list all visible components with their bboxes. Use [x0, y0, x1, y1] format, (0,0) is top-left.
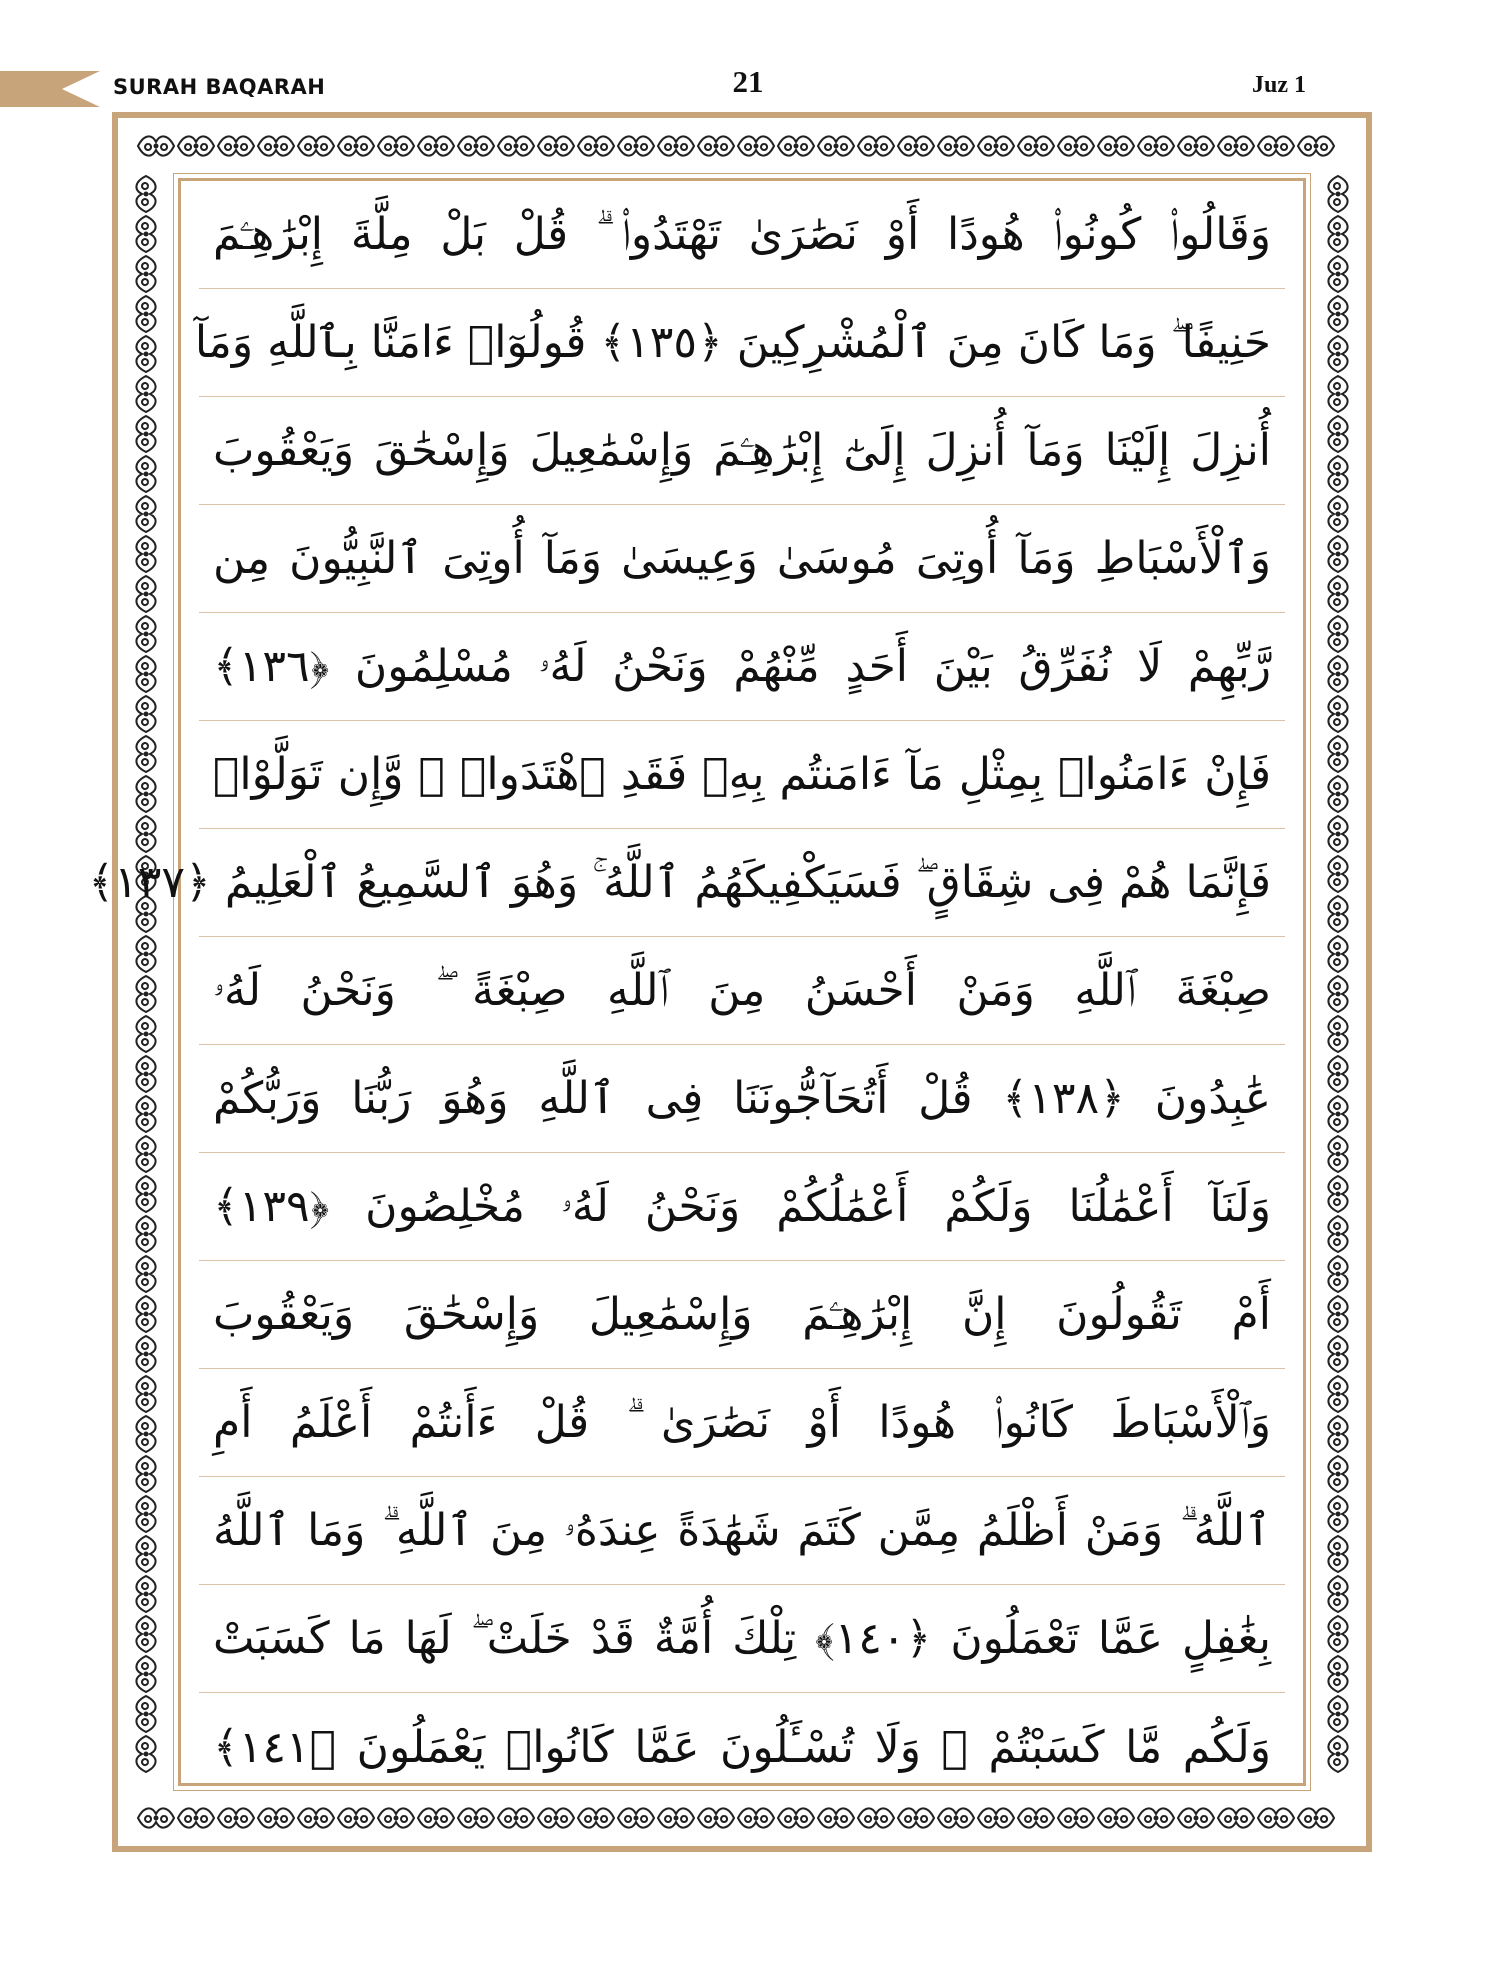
floral-border-ornament [1298, 1808, 1334, 1827]
floral-border-ornament [136, 1496, 155, 1532]
floral-border-ornament [1328, 416, 1347, 452]
floral-border-ornament [136, 1376, 155, 1412]
floral-border-ornament [1328, 1656, 1347, 1692]
floral-border-ornament [1328, 336, 1347, 372]
floral-border-ornament [1328, 936, 1347, 972]
floral-border-ornament [1328, 456, 1347, 492]
floral-border-ornament [898, 136, 934, 155]
floral-border-ornament [1328, 1376, 1347, 1412]
text-line [199, 1477, 1285, 1585]
floral-border-ornament [136, 1696, 155, 1732]
line-text: عَٰبِدُونَ ﴿١٣٨﴾ قُلْ أَتُحَآجُّونَنَا فِى ٱللَّهِ وَهُوَ رَبُّنَا وَرَبُّكُمْ [213, 1073, 1271, 1124]
floral-border-ornament [136, 1096, 155, 1132]
floral-border-ornament [136, 1336, 155, 1372]
floral-border-ornament [1328, 1496, 1347, 1532]
text-line [199, 1045, 1285, 1153]
floral-border-ornament [1328, 1456, 1347, 1492]
floral-border-ornament [1328, 1616, 1347, 1652]
floral-border-ornament [1328, 1096, 1347, 1132]
floral-border-ornament [1138, 136, 1174, 155]
floral-border-ornament [1328, 1176, 1347, 1212]
floral-border-ornament [218, 1808, 254, 1827]
floral-border-ornament [1058, 1808, 1094, 1827]
floral-border-ornament [1218, 1808, 1254, 1827]
floral-border-ornament [136, 1176, 155, 1212]
line-text: ٱللَّهُ ۗ وَمَنْ أَظْلَمُ مِمَّن كَتَمَ شَهَٰدَةً عِندَهُۥ مِنَ ٱللَّهِ ۗ وَمَا ٱللَّهُ [213, 1505, 1271, 1556]
text-frame [88, 178, 1306, 1786]
floral-border-ornament [1298, 136, 1334, 155]
floral-border-ornament [338, 1808, 374, 1827]
floral-border-ornament [136, 696, 155, 732]
juz-label: Juz 1 [1252, 72, 1306, 98]
floral-border-ornament [1178, 136, 1214, 155]
floral-border-ornament [458, 1808, 494, 1827]
line-text: صِبْغَةَ ٱللَّهِ وَمَنْ أَحْسَنُ مِنَ ٱللَّهِ صِبْغَةً ۖ وَنَحْنُ لَهُۥ [213, 965, 1271, 1016]
floral-border-ornament [778, 1808, 814, 1827]
floral-border-ornament [378, 136, 414, 155]
line-text: وَٱلْأَسْبَاطِ وَمَآ أُوتِىَ مُوسَىٰ وَعِيسَىٰ وَمَآ أُوتِىَ ٱلنَّبِيُّونَ مِن [213, 533, 1271, 584]
floral-border-ornament [698, 1808, 734, 1827]
floral-border-ornament [136, 1736, 155, 1772]
text-line [199, 721, 1285, 829]
floral-border-ornament [938, 136, 974, 155]
floral-border-ornament [818, 1808, 854, 1827]
floral-border-ornament [136, 496, 155, 532]
floral-border-ornament [136, 1216, 155, 1252]
floral-border-ornament [1018, 1808, 1054, 1827]
floral-border-ornament [1328, 1336, 1347, 1372]
floral-border-ornament [136, 816, 155, 852]
surah-name: SURAH BAQARAH [113, 75, 326, 99]
text-line [199, 1261, 1285, 1369]
floral-border-ornament [418, 1808, 454, 1827]
floral-border-ornament [658, 136, 694, 155]
floral-border-ornament [178, 136, 214, 155]
floral-border-ornament [136, 1456, 155, 1492]
floral-border-ornament [498, 1808, 534, 1827]
floral-border-ornament [218, 136, 254, 155]
page-frame [88, 112, 1372, 1852]
floral-border-ornament [538, 136, 574, 155]
floral-border-ornament [136, 616, 155, 652]
line-text: وَلَكُم مَّا كَسَبْتُمْ ۖ وَلَا تُسْـَٔلُونَ عَمَّا كَانُوا۟ يَعْمَلُونَ ﴿١٤١﴾ [213, 1721, 1271, 1773]
text-line [199, 1585, 1285, 1693]
floral-border-ornament [418, 136, 454, 155]
floral-border-ornament [578, 1808, 614, 1827]
line-text: رَّبِّهِمْ لَا نُفَرِّقُ بَيْنَ أَحَدٍ مِّنْهُمْ وَنَحْنُ لَهُۥ مُسْلِمُونَ ﴿١٣٦﴾ [213, 641, 1271, 692]
floral-border-ornament [1258, 136, 1294, 155]
floral-border-ornament [1328, 696, 1347, 732]
line-text: أَمْ تَقُولُونَ إِنَّ إِبْرَٰهِـۧمَ وَإِسْمَٰعِيلَ وَإِسْحَٰقَ وَيَعْقُوبَ [213, 1289, 1271, 1340]
floral-border-ornament [1328, 1256, 1347, 1292]
floral-border-ornament [738, 136, 774, 155]
text-lines [88, 181, 1285, 1801]
text-line [199, 937, 1285, 1045]
floral-border-ornament [778, 136, 814, 155]
floral-border-ornament [1328, 376, 1347, 412]
line-text: فَإِنْ ءَامَنُوا۟ بِمِثْلِ مَآ ءَامَنتُم بِهِۦ فَقَدِ ٱهْتَدَوا۟ ۖ وَّإِن تَوَلَّوْا۟ [213, 749, 1271, 800]
floral-border-ornament [136, 176, 155, 212]
floral-border-ornament [136, 576, 155, 612]
floral-border-ornament [136, 1416, 155, 1452]
text-line [199, 1153, 1285, 1261]
floral-border-ornament [618, 1808, 654, 1827]
floral-border-ornament [136, 1536, 155, 1572]
floral-border-ornament [818, 136, 854, 155]
floral-border-ornament [938, 1808, 974, 1827]
floral-border-ornament [1328, 1416, 1347, 1452]
line-text: وَقَالُوا۟ كُونُوا۟ هُودًا أَوْ نَصَٰرَىٰ تَهْتَدُوا۟ ۗ قُلْ بَلْ مِلَّةَ إِبْرَٰهِـۧمَ [213, 209, 1271, 260]
floral-border-ornament [136, 256, 155, 292]
floral-border-ornament [1328, 896, 1347, 932]
floral-border-ornament [378, 1808, 414, 1827]
line-text: حَنِيفًا ۖ وَمَا كَانَ مِنَ ٱلْمُشْرِكِينَ ﴿١٣٥﴾ قُولُوٓا۟ ءَامَنَّا بِٱللَّهِ وَمَآ [194, 317, 1271, 368]
floral-border-ornament [1328, 1056, 1347, 1092]
floral-border-ornament [1328, 296, 1347, 332]
floral-border-ornament [1328, 176, 1347, 212]
floral-border-ornament [1328, 816, 1347, 852]
floral-border-ornament [136, 976, 155, 1012]
floral-border-ornament [178, 1808, 214, 1827]
floral-border-ornament [1328, 736, 1347, 772]
floral-border-ornament [1328, 976, 1347, 1012]
floral-border-ornament [978, 136, 1014, 155]
floral-border-ornament [258, 1808, 294, 1827]
floral-border-ornament [138, 1808, 174, 1827]
floral-border-ornament [658, 1808, 694, 1827]
floral-border-ornament [1328, 576, 1347, 612]
floral-border-ornament [1328, 1296, 1347, 1332]
text-line [199, 1369, 1285, 1477]
floral-border-ornament [136, 376, 155, 412]
text-line [88, 829, 1285, 937]
floral-border-ornament [136, 536, 155, 572]
floral-border-ornament [136, 776, 155, 812]
floral-border-ornament [298, 1808, 334, 1827]
text-line [199, 181, 1285, 289]
floral-border-ornament [136, 336, 155, 372]
floral-border-ornament [136, 1576, 155, 1612]
floral-border-ornament [1328, 776, 1347, 812]
line-text: فَإِنَّمَا هُمْ فِى شِقَاقٍ ۖ فَسَيَكْفِيكَهُمُ ٱللَّهُ ۚ وَهُوَ ٱلسَّمِيعُ ٱلْعَلِيمُ ﴿١٣٧﴾ [88, 857, 1271, 908]
floral-border-ornament [136, 296, 155, 332]
text-line [199, 1693, 1285, 1801]
floral-border-ornament [136, 1056, 155, 1092]
floral-border-ornament [136, 416, 155, 452]
text-line [194, 289, 1285, 397]
floral-border-ornament [1328, 1536, 1347, 1572]
floral-border-ornament [1058, 136, 1094, 155]
floral-border-ornament [1328, 536, 1347, 572]
floral-border-ornament [1018, 136, 1054, 155]
floral-border-ornament [1218, 136, 1254, 155]
floral-border-ornament [136, 1296, 155, 1332]
floral-border-ornament [458, 136, 494, 155]
floral-border-ornament [1328, 1696, 1347, 1732]
floral-border-ornament [1328, 1576, 1347, 1612]
floral-border-ornament [858, 1808, 894, 1827]
floral-border-ornament [1328, 496, 1347, 532]
page-number: 21 [732, 64, 764, 99]
line-text: وَلَنَآ أَعْمَٰلُنَا وَلَكُمْ أَعْمَٰلُكُمْ وَنَحْنُ لَهُۥ مُخْلِصُونَ ﴿١٣٩﴾ [213, 1181, 1271, 1232]
floral-border-ornament [698, 136, 734, 155]
floral-border-ornament [1328, 856, 1347, 892]
floral-border-ornament [136, 456, 155, 492]
text-line [199, 397, 1285, 505]
floral-border-ornament [138, 136, 174, 155]
floral-border-ornament [898, 1808, 934, 1827]
floral-border-ornament [858, 136, 894, 155]
floral-border-ornament [136, 216, 155, 252]
floral-border-ornament [258, 136, 294, 155]
line-text: أُنزِلَ إِلَيْنَا وَمَآ أُنزِلَ إِلَىٰٓ إِبْرَٰهِـۧمَ وَإِسْمَٰعِيلَ وَإِسْحَٰقَ وَيَعْقُوبَ [213, 425, 1271, 476]
floral-border-ornament [1328, 1736, 1347, 1772]
floral-border-ornament [136, 1016, 155, 1052]
floral-border-ornament [1138, 1808, 1174, 1827]
floral-border-ornament [1328, 1216, 1347, 1252]
floral-border-ornament [618, 136, 654, 155]
floral-border-ornament [136, 656, 155, 692]
floral-border-ornament [338, 136, 374, 155]
floral-border-ornament [538, 1808, 574, 1827]
floral-border-ornament [1258, 1808, 1294, 1827]
floral-border-ornament [1328, 1136, 1347, 1172]
floral-border-ornament [1328, 256, 1347, 292]
floral-border-ornament [298, 136, 334, 155]
floral-border-ornament [1328, 616, 1347, 652]
floral-border-ornament [136, 1136, 155, 1172]
floral-border-ornament [136, 1256, 155, 1292]
floral-border-ornament [136, 936, 155, 972]
floral-border-ornament [578, 136, 614, 155]
line-text: وَٱلْأَسْبَاطَ كَانُوا۟ هُودًا أَوْ نَصَٰرَىٰ ۗ قُلْ ءَأَنتُمْ أَعْلَمُ أَمِ [213, 1397, 1271, 1448]
floral-border-ornament [136, 736, 155, 772]
floral-border-ornament [1328, 216, 1347, 252]
floral-border-ornament [738, 1808, 774, 1827]
floral-border-ornament [1178, 1808, 1214, 1827]
line-text: بِغَٰفِلٍ عَمَّا تَعْمَلُونَ ﴿١٤٠﴾ تِلْكَ أُمَّةٌ قَدْ خَلَتْ ۖ لَهَا مَا كَسَبَتْ [213, 1613, 1271, 1664]
floral-border-ornament [1098, 136, 1134, 155]
floral-border-ornament [136, 1616, 155, 1652]
floral-border-ornament [978, 1808, 1014, 1827]
text-line [199, 613, 1285, 721]
floral-border-ornament [1098, 1808, 1134, 1827]
floral-border-ornament [498, 136, 534, 155]
floral-border-ornament [136, 1656, 155, 1692]
floral-border-ornament [1328, 1016, 1347, 1052]
floral-border-ornament [1328, 656, 1347, 692]
text-line [199, 505, 1285, 613]
